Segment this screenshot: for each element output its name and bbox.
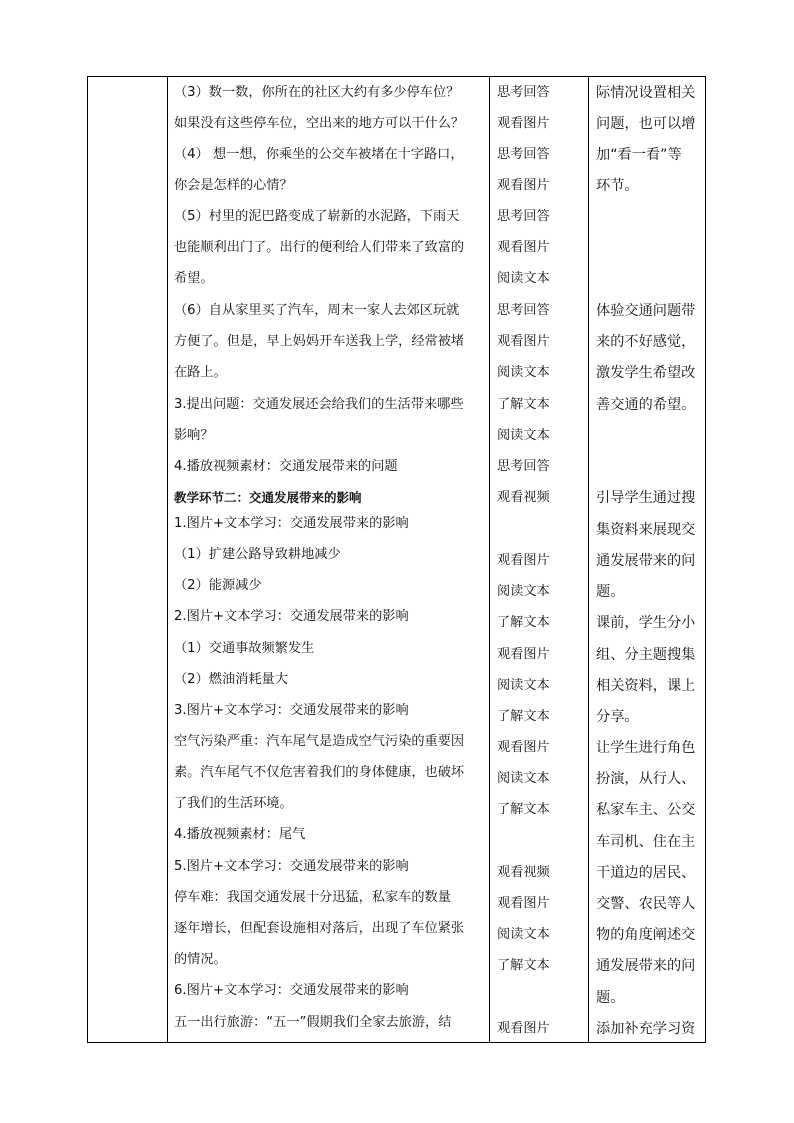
- intent-line: 体验交通问题带: [596, 303, 696, 319]
- content-line: 影响？: [174, 428, 214, 443]
- content-line: 五一出行旅游：“五一”假期我们全家去旅游，结: [174, 1015, 452, 1030]
- activity-line: 观看图片: [497, 740, 550, 755]
- content-line: （6）自从家里买了汽车，周末一家人去郊区玩就: [174, 303, 460, 318]
- activity-line: 阅读文本: [497, 365, 550, 380]
- activity-line: 思考回答: [497, 85, 550, 100]
- content-line: 5.图片+文本学习：交通发展带来的影响: [174, 859, 409, 874]
- content-line: 素。汽车尾气不仅危害着我们的身体健康，也破坏: [174, 765, 465, 780]
- intent-line: 通发展带来的问: [596, 958, 696, 974]
- activity-line: 阅读文本: [497, 584, 550, 599]
- intent-line: 加“看一看”等: [596, 147, 682, 163]
- intent-line: 相关资料，课上: [596, 678, 696, 694]
- activity-line: 观看视频: [497, 865, 550, 880]
- content-line: 3.提出问题：交通发展还会给我们的生活带来哪些: [174, 397, 464, 412]
- content-line: （2）能源减少: [174, 578, 262, 593]
- content-line: 空气污染严重：汽车尾气是造成空气污染的重要因: [174, 734, 465, 749]
- intent-line: 物的角度阐述交: [596, 927, 696, 943]
- activity-line: 观看图片: [497, 896, 550, 911]
- content-line: 希望。: [174, 271, 214, 286]
- intent-line: 题。: [596, 990, 625, 1006]
- content-line: 也能顺利出门了。出行的便利给人们带来了致富的: [174, 240, 465, 255]
- activity-line: 思考回答: [497, 459, 550, 474]
- activity-line: 思考回答: [497, 147, 550, 162]
- teaching-content-column: [168, 77, 489, 1042]
- design-intent-column: [589, 77, 707, 1042]
- activity-line: 阅读文本: [497, 428, 550, 443]
- activity-line: 观看视频: [497, 490, 550, 505]
- activity-line: 了解文本: [497, 802, 550, 817]
- intent-line: 添加补充学习资: [596, 1021, 696, 1037]
- activity-line: 观看图片: [497, 1021, 550, 1036]
- intent-line: 私家车主、公交: [596, 802, 696, 818]
- content-line: （2）燃油消耗量大: [174, 672, 288, 687]
- intent-line: 课前，学生分小: [596, 615, 696, 631]
- intent-line: 环节。: [596, 178, 639, 194]
- activity-line: 思考回答: [497, 303, 550, 318]
- content-line: 4.播放视频素材：交通发展带来的问题: [174, 459, 398, 474]
- intent-line: 交警、农民等人: [596, 896, 696, 912]
- stage-column: [88, 77, 167, 1042]
- intent-line: 际情况设置相关: [596, 85, 696, 101]
- intent-line: 分享。: [596, 709, 639, 725]
- content-line: 了我们的生活环境。: [174, 796, 293, 811]
- intent-line: 引导学生通过搜: [596, 490, 696, 506]
- lesson-plan-table: [87, 76, 706, 1043]
- activity-line: 了解文本: [497, 958, 550, 973]
- content-line: 2.图片+文本学习：交通发展带来的影响: [174, 609, 409, 624]
- content-line: 的情况。: [174, 952, 227, 967]
- activity-line: 观看图片: [497, 116, 550, 131]
- content-line: （4） 想一想，你乘坐的公交车被堵在十字路口，: [174, 147, 464, 162]
- intent-line: 通发展带来的问: [596, 553, 696, 569]
- content-line: 1.图片+文本学习：交通发展带来的影响: [174, 516, 409, 531]
- activity-line: 阅读文本: [497, 678, 550, 693]
- activity-line: 观看图片: [497, 553, 550, 568]
- content-line: （1）扩建公路导致耕地减少: [174, 547, 341, 562]
- content-line: 停车难：我国交通发展十分迅猛，私家车的数量: [174, 890, 451, 905]
- activity-line: 思考回答: [497, 209, 550, 224]
- intent-line: 来的不好感觉，: [596, 334, 696, 350]
- activity-line: 了解文本: [497, 397, 550, 412]
- content-line: 6.图片+文本学习：交通发展带来的影响: [174, 983, 409, 998]
- activity-line: 阅读文本: [497, 927, 550, 942]
- activity-line: 了解文本: [497, 615, 550, 630]
- content-line: 你会是怎样的心情？: [174, 178, 293, 193]
- content-line: 3.图片+文本学习：交通发展带来的影响: [174, 703, 409, 718]
- content-line: 4.播放视频素材：尾气: [174, 827, 306, 842]
- intent-line: 集资料来展现交: [596, 522, 696, 538]
- intent-line: 让学生进行角色: [596, 740, 696, 756]
- intent-line: 善交通的希望。: [596, 397, 696, 413]
- intent-line: 组、分主题搜集: [596, 647, 696, 663]
- intent-line: 题。: [596, 584, 625, 600]
- activity-line: 观看图片: [497, 178, 550, 193]
- content-line: （1）交通事故频繁发生: [174, 641, 315, 656]
- content-line: 在路上。: [174, 365, 227, 380]
- content-line: 如果没有这些停车位，空出来的地方可以干什么？: [174, 116, 465, 131]
- student-activity-column: [490, 77, 588, 1042]
- intent-line: 干道边的居民、: [596, 865, 696, 881]
- activity-line: 了解文本: [497, 709, 550, 724]
- content-line: （3）数一数，你所在的社区大约有多少停车位？: [174, 85, 460, 100]
- activity-line: 观看图片: [497, 240, 550, 255]
- intent-line: 扮演，从行人、: [596, 771, 696, 787]
- intent-line: 激发学生希望改: [596, 365, 696, 381]
- intent-line: 问题，也可以增: [596, 116, 696, 132]
- activity-line: 观看图片: [497, 647, 550, 662]
- content-line: 逐年增长，但配套设施相对落后，出现了车位紧张: [174, 921, 465, 936]
- activity-line: 阅读文本: [497, 771, 550, 786]
- section-heading: 教学环节二：交通发展带来的影响: [174, 490, 362, 505]
- intent-line: 车司机、住在主: [596, 834, 696, 850]
- activity-line: 阅读文本: [497, 271, 550, 286]
- activity-line: 观看图片: [497, 334, 550, 349]
- content-line: （5）村里的泥巴路变成了崭新的水泥路，下雨天: [174, 209, 460, 224]
- content-line: 方便了。但是，早上妈妈开车送我上学，经常被堵: [174, 334, 465, 349]
